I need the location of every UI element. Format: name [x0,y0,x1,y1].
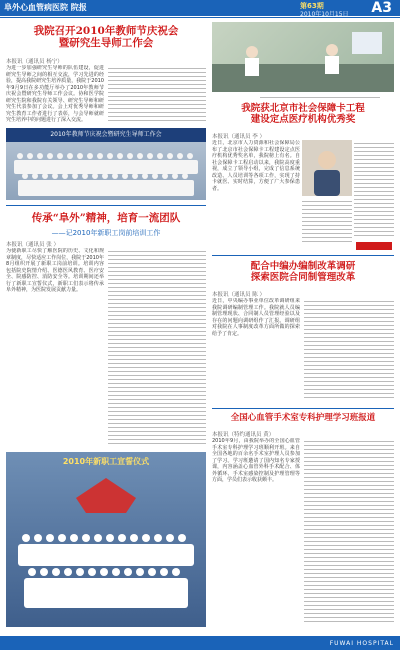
article1-title-line2: 暨研究生导师工作会 [58,37,154,50]
article5-body-col2 [304,438,394,630]
article2-top-photo [212,22,394,92]
page-number: A3 [371,0,392,16]
article3-title: 传承“阜外”精神，培育一流团队 [31,212,181,224]
article5-body-col1: 2010年9月，由我院举办的全国心血管手术室专科护理学习班顺利开班。来自全国各地的百余名手术室护理人员参加了学习。学习班邀请了国内知名专家授课，内容涵盖心血管外科手术配合、体外循环、手术室感染控制及护理管理等方面，学员们表示收获颇丰。 [212,438,300,483]
right-divider [212,255,394,256]
photo-banner-text: 2010年教师节庆祝会暨研究生导师工作会 [50,131,162,138]
article1-group-photo [6,128,206,200]
footer-label: FUWAI HOSPITAL [329,640,394,647]
article1-body-col1: 为进一步加强研究生导师的队伍建设，促进研究生导师之间的相互交流，学习先进的经验，提高我院研究生培养质量，我院于2010年9月9日在多功能厅举办了2010年教师节庆祝会暨研究生导师工作会议。协和医学院研究生院和我院有关领导、研究生导师和研究生代表参加了会议。会上对优秀导师和研究生教育工作者进行了表彰，与会导师就研究生培养中的问题进行了深入交流。 [6,65,104,123]
article3-body-col2 [108,248,206,448]
new-staff-group-figure [6,468,206,627]
article2-title-line1: 我院获北京市社会保障卡工程 [241,103,365,114]
article4-title [212,262,394,284]
editor-tag [356,242,392,250]
article3-subtitle: ——记2010年新职工岗前培训工作 [51,229,161,237]
article3-body-col1: 为使新职工尽快了解医院的历史、文化和规章制度，尽快适应工作岗位，我院于2010年8月组织开展了新职工岗前培训。培训内容包括院史院情介绍、医德医风教育、医疗安全、院感防控、消防安全等。培训期间还举行了新职工宣誓仪式，新职工们表示将传承阜外精神，为医院发展贡献力量。 [6,248,104,293]
article2-portrait [302,140,352,196]
footer-band [0,636,400,650]
article2-body-col2 [354,140,394,250]
article5-byline: 本报讯（特约通讯员 黄） [212,432,275,438]
group-people-figure [6,142,206,200]
issue-date: 2010年10月15日 [300,11,349,18]
article4-body-col1: 近日，中央编办事业单位改革调研组来我院调研编制管理工作。我院就人员编制管理现状、合同制人员管理经验以及存在的问题向调研组作了汇报。调研组对我院在人事制度改革方面所做的探索给予了肯定。 [212,298,300,337]
left-divider [6,205,206,206]
office-scene-figure [212,22,394,92]
article2-body-col1: 近日，北京市人力资源和社会保障局公布了北京市社会保障卡工程建设定点医疗机构优秀奖名单，我院榜上有名。自社会保障卡工程启动以来，我院高度重视，成立了领导小组，完成了信息系统改造、人员培训等各项工作，实现了持卡就医、实时结算，方便了广大参保患者。 [212,140,300,192]
article4-body-col2 [304,298,394,403]
article4-byline: 本报讯（通讯员 陈 ） [212,292,265,298]
article2-byline: 本报讯（通讯员 李 ） [212,134,265,140]
article1-byline: 本报讯（通讯员 杨宁） [6,59,63,65]
section-label: 阜外心血管病医院 院报 [4,3,87,12]
right-divider-2 [212,408,394,409]
article3-new-staff-photo [6,452,206,627]
article2-photo-caption [260,94,380,101]
photo-banner-text-new-staff: 2010年新职工宣誓仪式 [62,457,150,466]
article5-title: 全国心血管手术室专科护理学习班报道 [230,413,376,423]
article4-title-line1: 配合中编办编制改革调研 [250,261,356,272]
article2-title-line2: 建设定点医疗机构优秀奖 [250,113,356,125]
photo-banner [6,128,206,142]
article2-title [212,104,394,126]
portrait-figure [302,140,352,196]
article2-body-col3 [302,198,352,250]
article1-title-line1: 我院召开2010年教师节庆祝会 [33,25,179,37]
article1-body-col2 [108,65,206,127]
article4-title-line2: 探索医院合同制管理改革 [250,271,356,283]
article1-title [6,25,206,49]
issue-number: 第63期 [300,2,324,10]
article3-byline: 本报讯（通讯员 张 ） [6,242,59,248]
